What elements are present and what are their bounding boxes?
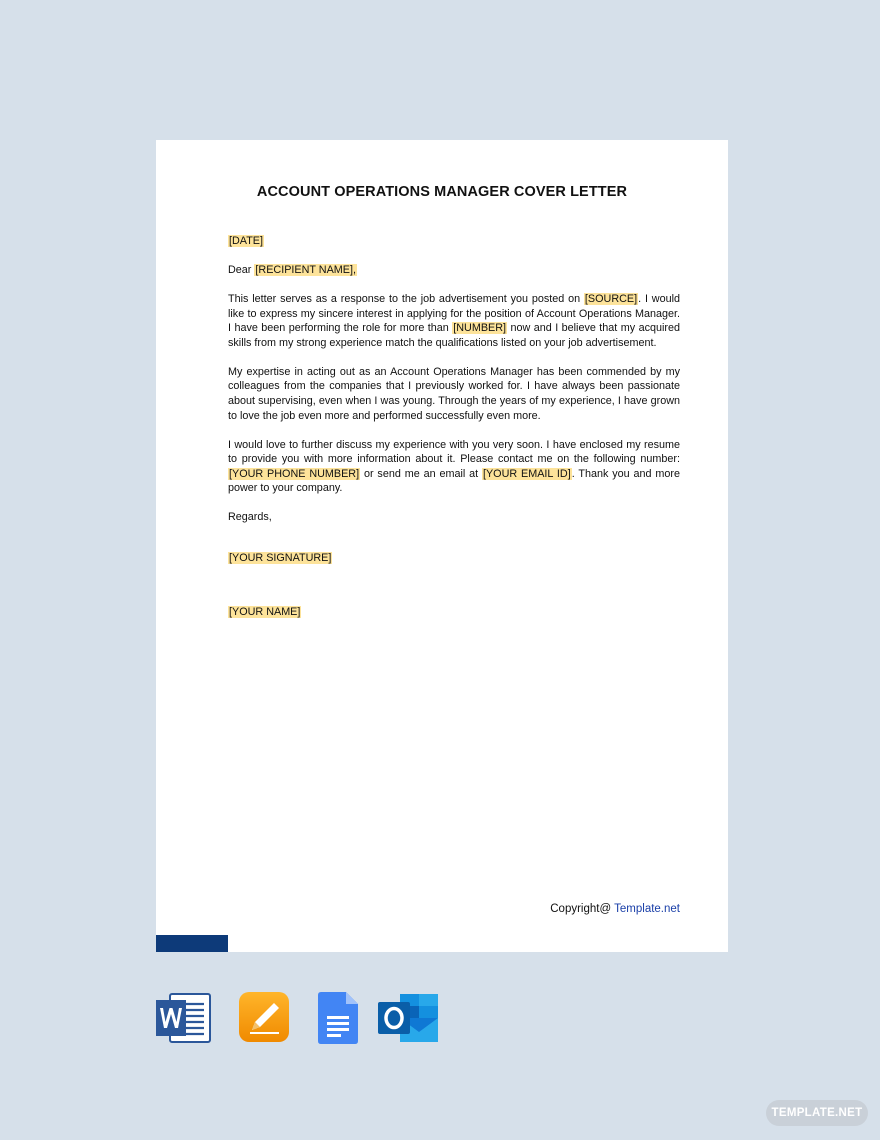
signature-placeholder[interactable]: [YOUR SIGNATURE] bbox=[229, 551, 332, 564]
copyright-prefix: Copyright@ bbox=[550, 903, 615, 915]
copyright bbox=[550, 903, 680, 915]
paragraph-1 bbox=[228, 292, 680, 350]
number-placeholder[interactable]: [NUMBER] bbox=[453, 322, 507, 335]
pages-icon[interactable] bbox=[239, 992, 291, 1049]
paragraph-1-text-c: now and I believe that my acquired skills from my strong experience match the qualifications listed on your job advertisement. bbox=[228, 322, 680, 349]
phone-placeholder[interactable]: [YOUR PHONE NUMBER] bbox=[229, 467, 360, 480]
document-title: ACCOUNT OPERATIONS MANAGER COVER LETTER bbox=[256, 184, 628, 200]
signature-line bbox=[228, 551, 680, 566]
accent-bar bbox=[156, 935, 228, 952]
word-icon[interactable] bbox=[156, 992, 212, 1049]
source-placeholder[interactable]: [SOURCE] bbox=[584, 292, 638, 305]
paragraph-1-text-b: . I would like to express my sincere interest in applying for the position of Account Operations Manager. I have been performing the role for more than bbox=[228, 292, 680, 335]
template-net-watermark[interactable]: TEMPLATE.NET bbox=[766, 1100, 868, 1126]
recipient-placeholder[interactable]: [RECIPIENT NAME], bbox=[255, 263, 356, 276]
name-placeholder[interactable]: [YOUR NAME] bbox=[229, 606, 301, 619]
paragraph-3-text-a: I would love to further discuss my experience with you very soon. I have enclosed my resume to provide you with more information about it. Please contact me on the following number: bbox=[228, 438, 680, 466]
date-line bbox=[228, 234, 680, 249]
copyright-link[interactable]: Template.net bbox=[614, 903, 680, 915]
letter-body bbox=[228, 234, 680, 634]
email-placeholder[interactable]: [YOUR EMAIL ID] bbox=[482, 467, 571, 480]
paragraph-3-text-b: or send me an email at bbox=[360, 467, 482, 480]
name-line bbox=[228, 605, 680, 620]
paragraph-3 bbox=[228, 438, 680, 496]
date-placeholder[interactable]: [DATE] bbox=[229, 235, 263, 247]
paragraph-2: My expertise in acting out as an Account Operations Manager has been commended by my colleagues from the companies that I previously worked for. I have always been passionate about supervising, even when I was young. Through the years of my experience, I have grown to love the job even more and performed successfully even more. bbox=[228, 365, 680, 422]
outlook-icon[interactable] bbox=[378, 992, 440, 1049]
document-page bbox=[156, 140, 728, 952]
closing: Regards, bbox=[228, 511, 272, 524]
paragraph-1-text-a: This letter serves as a response to the job advertisement you posted on bbox=[228, 292, 584, 305]
google-docs-icon[interactable] bbox=[318, 992, 358, 1049]
salutation bbox=[228, 263, 680, 278]
paragraph-3-text-c: . Thank you and more power to your company. bbox=[228, 467, 680, 495]
salutation-prefix: Dear bbox=[228, 263, 255, 276]
